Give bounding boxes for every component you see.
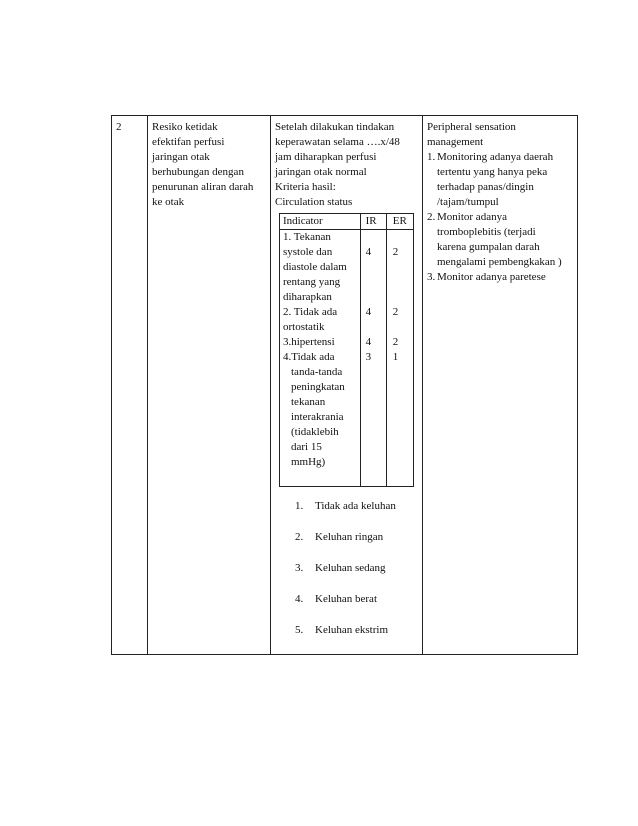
outcome-line: Kriteria hasil: <box>275 181 336 193</box>
scale-item <box>295 623 418 638</box>
indicator-line: interakrania <box>291 411 344 423</box>
intervention-line: /tajam/tumpul <box>437 196 499 208</box>
intervention-line: tromboplebitis (terjadi <box>437 226 536 238</box>
indicator-line: tanda-tanda <box>291 366 343 378</box>
intervention-line: Monitor adanya <box>437 211 507 223</box>
scale-text: Keluhan ringan <box>315 531 384 543</box>
scale-item <box>295 499 418 514</box>
diagnosis-line: efektifan perfusi <box>152 136 225 148</box>
outcome-line: keperawatan selama ….x/48 <box>275 136 400 148</box>
indicator-line: (tidaklebih <box>291 426 339 438</box>
indicator-header-row <box>280 214 414 230</box>
row-number: 2 <box>116 121 122 133</box>
indicator-row <box>280 335 414 350</box>
indicator-table <box>279 213 414 487</box>
scale-item <box>295 561 418 576</box>
diagnosis-line: Resiko ketidak <box>152 121 218 133</box>
indicator-line: 3.hipertensi <box>283 336 335 348</box>
indicator-line: systole dan <box>283 246 333 258</box>
er-header: ER <box>386 214 413 230</box>
outcome-line: jaringan otak normal <box>275 166 367 178</box>
diagnosis-line: jaringan otak <box>152 151 210 163</box>
indicator-line: mmHg) <box>291 456 326 468</box>
intervention-item <box>427 270 573 285</box>
scale-text: Tidak ada keluhan <box>315 500 396 512</box>
ir-value-cell <box>360 350 386 487</box>
outcome-cell <box>271 116 423 655</box>
indicator-line: dari 15 <box>291 441 322 453</box>
scale-item <box>295 592 418 607</box>
indicator-line: diharapkan <box>283 291 332 303</box>
indicator-row <box>280 305 414 335</box>
scale-item <box>295 530 418 545</box>
ir-value: 4 <box>365 336 372 348</box>
er-value: 2 <box>392 336 399 348</box>
intervention-title-line: management <box>427 136 484 148</box>
indicator-line: 2. Tidak ada <box>283 306 338 318</box>
scale-text: Keluhan ekstrim <box>315 624 389 636</box>
row-number-cell <box>112 116 148 655</box>
indicator-text <box>280 230 361 306</box>
intervention-cell <box>423 116 578 655</box>
table-row <box>112 116 578 655</box>
er-value: 2 <box>392 246 399 258</box>
indicator-line: 4.Tidak ada <box>283 351 335 363</box>
outcome-line: jam diharapkan perfusi <box>275 151 377 163</box>
ir-header: IR <box>360 214 386 230</box>
intervention-number: 2. <box>427 211 436 223</box>
ir-value: 4 <box>365 246 372 258</box>
ir-value-cell <box>360 230 386 306</box>
ir-value-cell <box>360 335 386 350</box>
er-value-cell <box>386 335 413 350</box>
indicator-line: diastole dalam <box>283 261 347 273</box>
er-value-cell <box>386 305 413 335</box>
scale-text: Keluhan berat <box>315 593 377 605</box>
indicator-line: 1. Tekanan <box>283 231 331 243</box>
er-value-cell <box>386 350 413 487</box>
indicator-text <box>280 335 361 350</box>
indicator-line: rentang yang <box>283 276 341 288</box>
scale-number: 1. <box>295 500 304 512</box>
scale-text: Keluhan sedang <box>315 562 386 574</box>
intervention-item <box>427 150 573 210</box>
scale-number: 2. <box>295 531 304 543</box>
intervention-number: 1. <box>427 151 436 163</box>
intervention-line: Monitor adanya paretese <box>437 271 546 283</box>
indicator-line: tekanan <box>291 396 326 408</box>
indicator-text <box>280 305 361 335</box>
intervention-list <box>427 150 573 285</box>
intervention-line: Monitoring adanya daerah <box>437 151 554 163</box>
er-value: 2 <box>392 306 399 318</box>
scale-number: 4. <box>295 593 304 605</box>
indicator-row <box>280 230 414 306</box>
care-plan-table <box>111 115 578 655</box>
indicator-row <box>280 350 414 487</box>
ir-value-cell <box>360 305 386 335</box>
outcome-line: Circulation status <box>275 196 353 208</box>
ir-value: 3 <box>365 351 372 363</box>
intervention-line: mengalami pembengkakan ) <box>437 256 562 268</box>
indicator-line: ortostatik <box>283 321 325 333</box>
ir-value: 4 <box>365 306 372 318</box>
intervention-item <box>427 210 573 270</box>
diagnosis-line: penurunan aliran darah <box>152 181 254 193</box>
rating-scale-list <box>275 499 418 638</box>
diagnosis-line: berhubungan dengan <box>152 166 244 178</box>
indicator-header: Indicator <box>280 214 361 230</box>
er-value: 1 <box>392 351 399 363</box>
indicator-line: peningkatan <box>291 381 345 393</box>
er-value-cell <box>386 230 413 306</box>
scale-number: 3. <box>295 562 304 574</box>
intervention-number: 3. <box>427 271 436 283</box>
diagnosis-cell <box>148 116 271 655</box>
intervention-title-line: Peripheral sensation <box>427 121 516 133</box>
scale-number: 5. <box>295 624 304 636</box>
outcome-line: Setelah dilakukan tindakan <box>275 121 395 133</box>
intervention-line: tertentu yang hanya peka <box>437 166 548 178</box>
intervention-line: karena gumpalan darah <box>437 241 540 253</box>
intervention-line: terhadap panas/dingin <box>437 181 534 193</box>
indicator-text <box>280 350 361 487</box>
diagnosis-line: ke otak <box>152 196 185 208</box>
